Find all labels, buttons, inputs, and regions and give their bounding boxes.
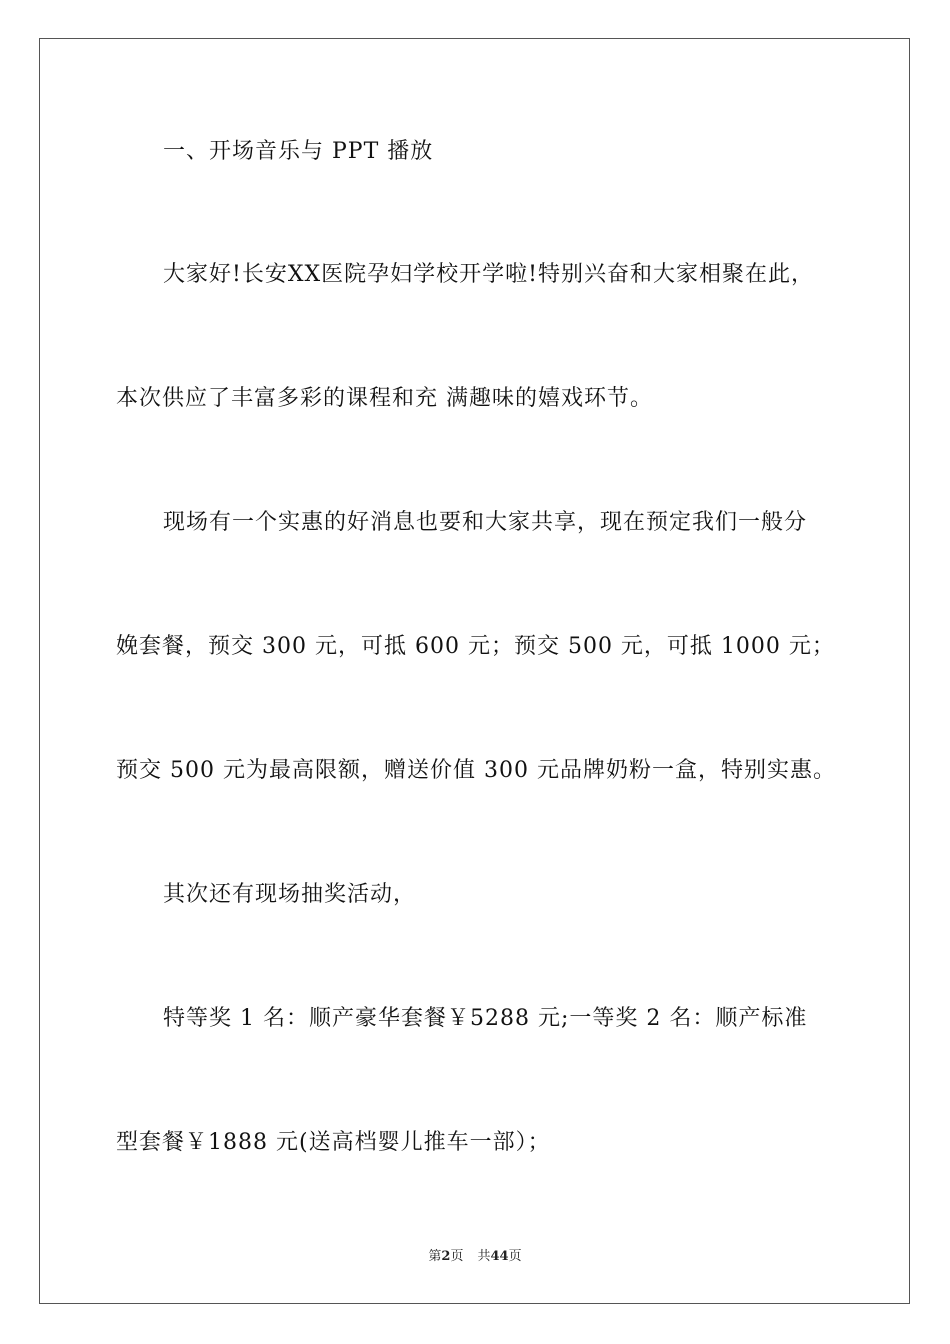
paragraph-line: 本次供应了丰富多彩的课程和充 满趣味的嬉戏环节。 (116, 386, 653, 411)
paragraph-line: 大家好!长安XX医院孕妇学校开学啦!特别兴奋和大家相聚在此， (163, 262, 815, 287)
paragraph-line: 特等奖 1 名：顺产豪华套餐￥5288 元;一等奖 2 名：顺产标准 (163, 1006, 808, 1031)
footer-total-prefix: 共 (477, 1249, 491, 1264)
footer-page-number: 2 (441, 1249, 451, 1264)
footer-page-prefix: 第 (428, 1249, 442, 1264)
paragraph-line: 预交 500 元为最高限额，赠送价值 300 元品牌奶粉一盒，特别实惠。 (116, 758, 836, 783)
paragraph-line: 型套餐￥1888 元(送高档婴儿推车一部）； (116, 1130, 551, 1155)
section-heading: 一、开场音乐与 PPT 播放 (163, 139, 434, 164)
footer-total-pages: 44 (490, 1249, 509, 1264)
footer-page-suffix: 页 (450, 1249, 464, 1264)
page-footer (0, 1248, 950, 1266)
paragraph-line: 其次还有现场抽奖活动， (163, 882, 417, 907)
footer-total-suffix: 页 (508, 1249, 522, 1264)
paragraph-line: 现场有一个实惠的好消息也要和大家共享，现在预定我们一般分 (163, 510, 808, 535)
page-border (39, 38, 910, 1304)
paragraph-line: 娩套餐，预交 300 元，可抵 600 元；预交 500 元，可抵 1000 元； (116, 634, 835, 659)
